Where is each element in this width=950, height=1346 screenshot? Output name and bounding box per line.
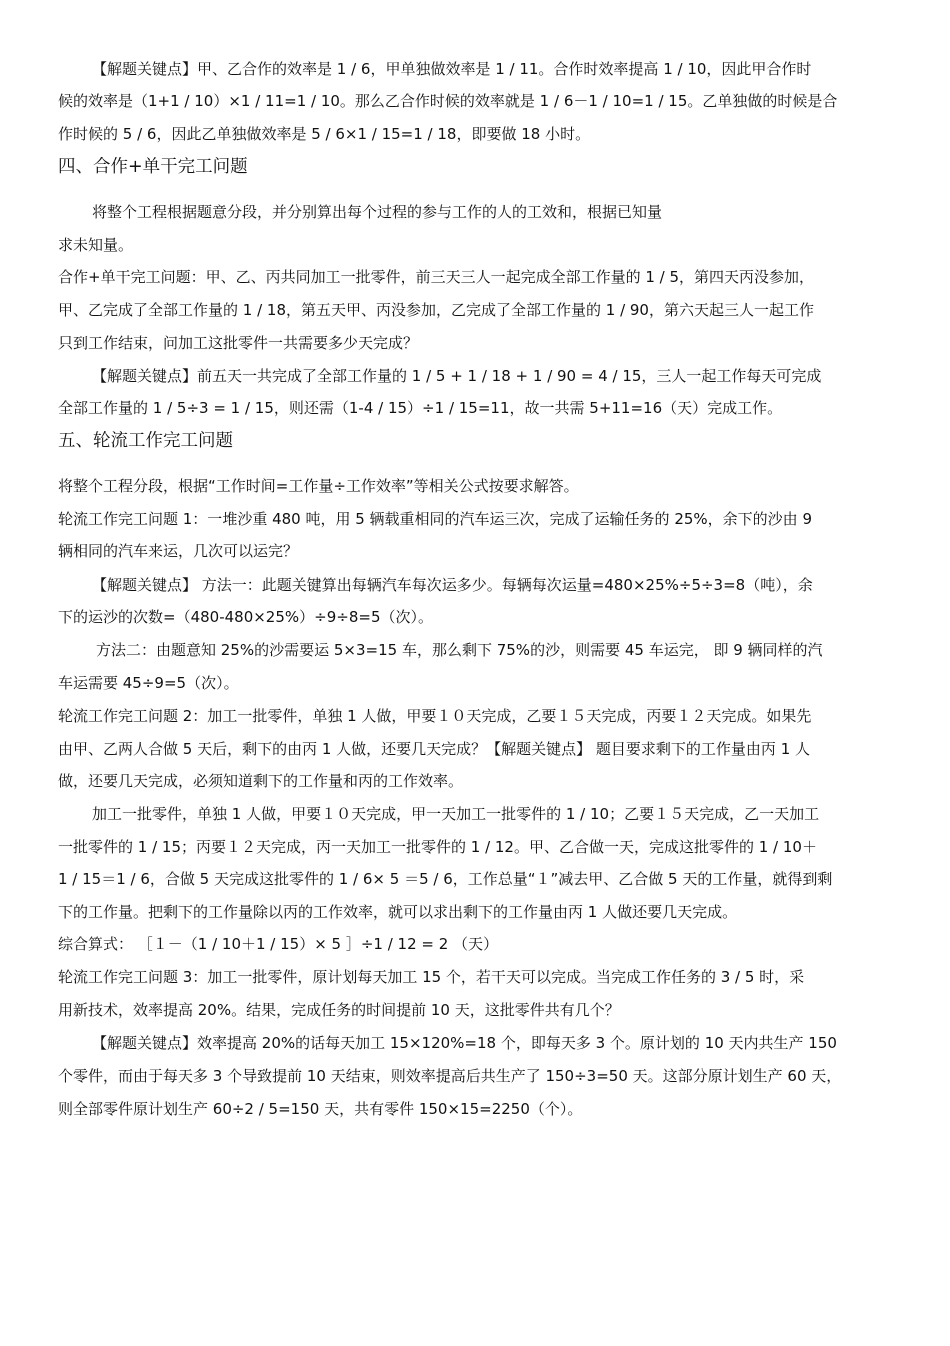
- paragraph-line: 则全部零件原计划生产 60÷2 / 5=150 天，共有零件 150×15=2250（个）。: [58, 1100, 583, 1118]
- paragraph-line: 【解题关键点】效率提高 20%的话每天加工 15×120%=18 个，即每天多 3 个。原计划的 10 天内共生产 150: [92, 1034, 837, 1052]
- paragraph-line: 【解题关键点】前五天一共完成了全部工作量的 1 / 5 + 1 / 18 + 1 / 90 = 4 / 15，三人一起工作每天可完成: [92, 367, 822, 385]
- paragraph-line: 只到工作结束，问加工这批零件一共需要多少天完成？: [58, 334, 419, 352]
- paragraph-line: 【解题关键点】甲、乙合作的效率是 1 / 6，甲单独做效率是 1 / 11。合作时效率提高 1 / 10，因此甲合作时: [92, 60, 812, 78]
- formula-line: 综合算式： ［１－（1 / 10＋1 / 15）× 5 ］÷1 / 12 = 2 （天）: [58, 935, 499, 953]
- section-heading: 四、合作+单干完工问题: [58, 157, 248, 177]
- paragraph-line: 方法二：由题意知 25%的沙需要运 5×3=15 车，那么剩下 75%的沙，则需要 45 车运完， 即 9 辆同样的汽: [96, 641, 823, 659]
- paragraph-line: 轮流工作完工问题 2：加工一批零件，单独 1 人做，甲要１０天完成，乙要１５天完成，丙要１２天完成。如果先: [58, 707, 812, 725]
- paragraph-line: 将整个工程分段，根据“工作时间=工作量÷工作效率”等相关公式按要求解答。: [58, 477, 579, 495]
- paragraph-line: 个零件，而由于每天多 3 个导致提前 10 天结束，则效率提高后共生产了 150÷3=50 天。这部分原计划生产 60 天，: [58, 1067, 842, 1085]
- paragraph-line: 1 / 15＝1 / 6，合做 5 天完成这批零件的 1 / 6× 5 ＝5 / 6，工作总量“１”减去甲、乙合做 5 天的工作量，就得到剩: [58, 870, 833, 888]
- paragraph-line: 甲、乙完成了全部工作量的 1 / 18，第五天甲、丙没参加，乙完成了全部工作量的 1 / 90，第六天起三人一起工作: [58, 301, 814, 319]
- paragraph-line: 由甲、乙两人合做 5 天后，剩下的由丙 1 人做，还要几天完成？【解题关键点】 题目要求剩下的工作量由丙 1 人: [58, 740, 811, 758]
- paragraph-line: 求未知量。: [58, 236, 134, 254]
- paragraph-line: 下的运沙的次数=（480-480×25%）÷9÷8=5（次）。: [58, 608, 433, 626]
- paragraph-line: 辆相同的汽车来运，几次可以运完？: [58, 542, 299, 560]
- paragraph-line: 合作+单干完工问题：甲、乙、丙共同加工一批零件，前三天三人一起完成全部工作量的 1 / 5，第四天丙没参加，: [58, 268, 815, 286]
- paragraph-line: 【解题关键点】 方法一：此题关键算出每辆汽车每次运多少。每辆每次运量=480×25%÷5÷3=8（吨），余: [92, 576, 813, 594]
- paragraph-line: 用新技术，效率提高 20%。结果，完成任务的时间提前 10 天，这批零件共有几个？: [58, 1001, 620, 1019]
- paragraph-line: 轮流工作完工问题 1：一堆沙重 480 吨，用 5 辆载重相同的汽车运三次，完成了运输任务的 25%，余下的沙由 9: [58, 510, 812, 528]
- paragraph-line: 做，还要几天完成，必须知道剩下的工作量和丙的工作效率。: [58, 772, 464, 790]
- paragraph-line: 加工一批零件，单独 1 人做，甲要１０天完成，甲一天加工一批零件的 1 / 10；乙要１５天完成，乙一天加工: [92, 805, 820, 823]
- section-heading: 五、轮流工作完工问题: [58, 431, 233, 451]
- paragraph-line: 候的效率是（1+1 / 10）×1 / 11=1 / 10。那么乙合作时候的效率就是 1 / 6－1 / 10=1 / 15。乙单独做的时候是合: [58, 92, 838, 110]
- paragraph-line: 全部工作量的 1 / 5÷3 = 1 / 15，则还需（1-4 / 15）÷1 / 15=11，故一共需 5+11=16（天）完成工作。: [58, 399, 783, 417]
- paragraph-line: 下的工作量。把剩下的工作量除以丙的工作效率，就可以求出剩下的工作量由丙 1 人做还要几天完成。: [58, 903, 738, 921]
- paragraph-line: 作时候的 5 / 6，因此乙单独做效率是 5 / 6×1 / 15=1 / 18，即要做 18 小时。: [58, 125, 591, 143]
- paragraph-line: 车运需要 45÷9=5（次）。: [58, 674, 239, 692]
- paragraph-line: 轮流工作完工问题 3：加工一批零件，原计划每天加工 15 个，若干天可以完成。当完成工作任务的 3 / 5 时，采: [58, 968, 805, 986]
- paragraph-line: 将整个工程根据题意分段，并分别算出每个过程的参与工作的人的工效和，根据已知量: [92, 203, 663, 221]
- paragraph-line: 一批零件的 1 / 15；丙要１２天完成，丙一天加工一批零件的 1 / 12。甲、乙合做一天，完成这批零件的 1 / 10＋: [58, 838, 817, 856]
